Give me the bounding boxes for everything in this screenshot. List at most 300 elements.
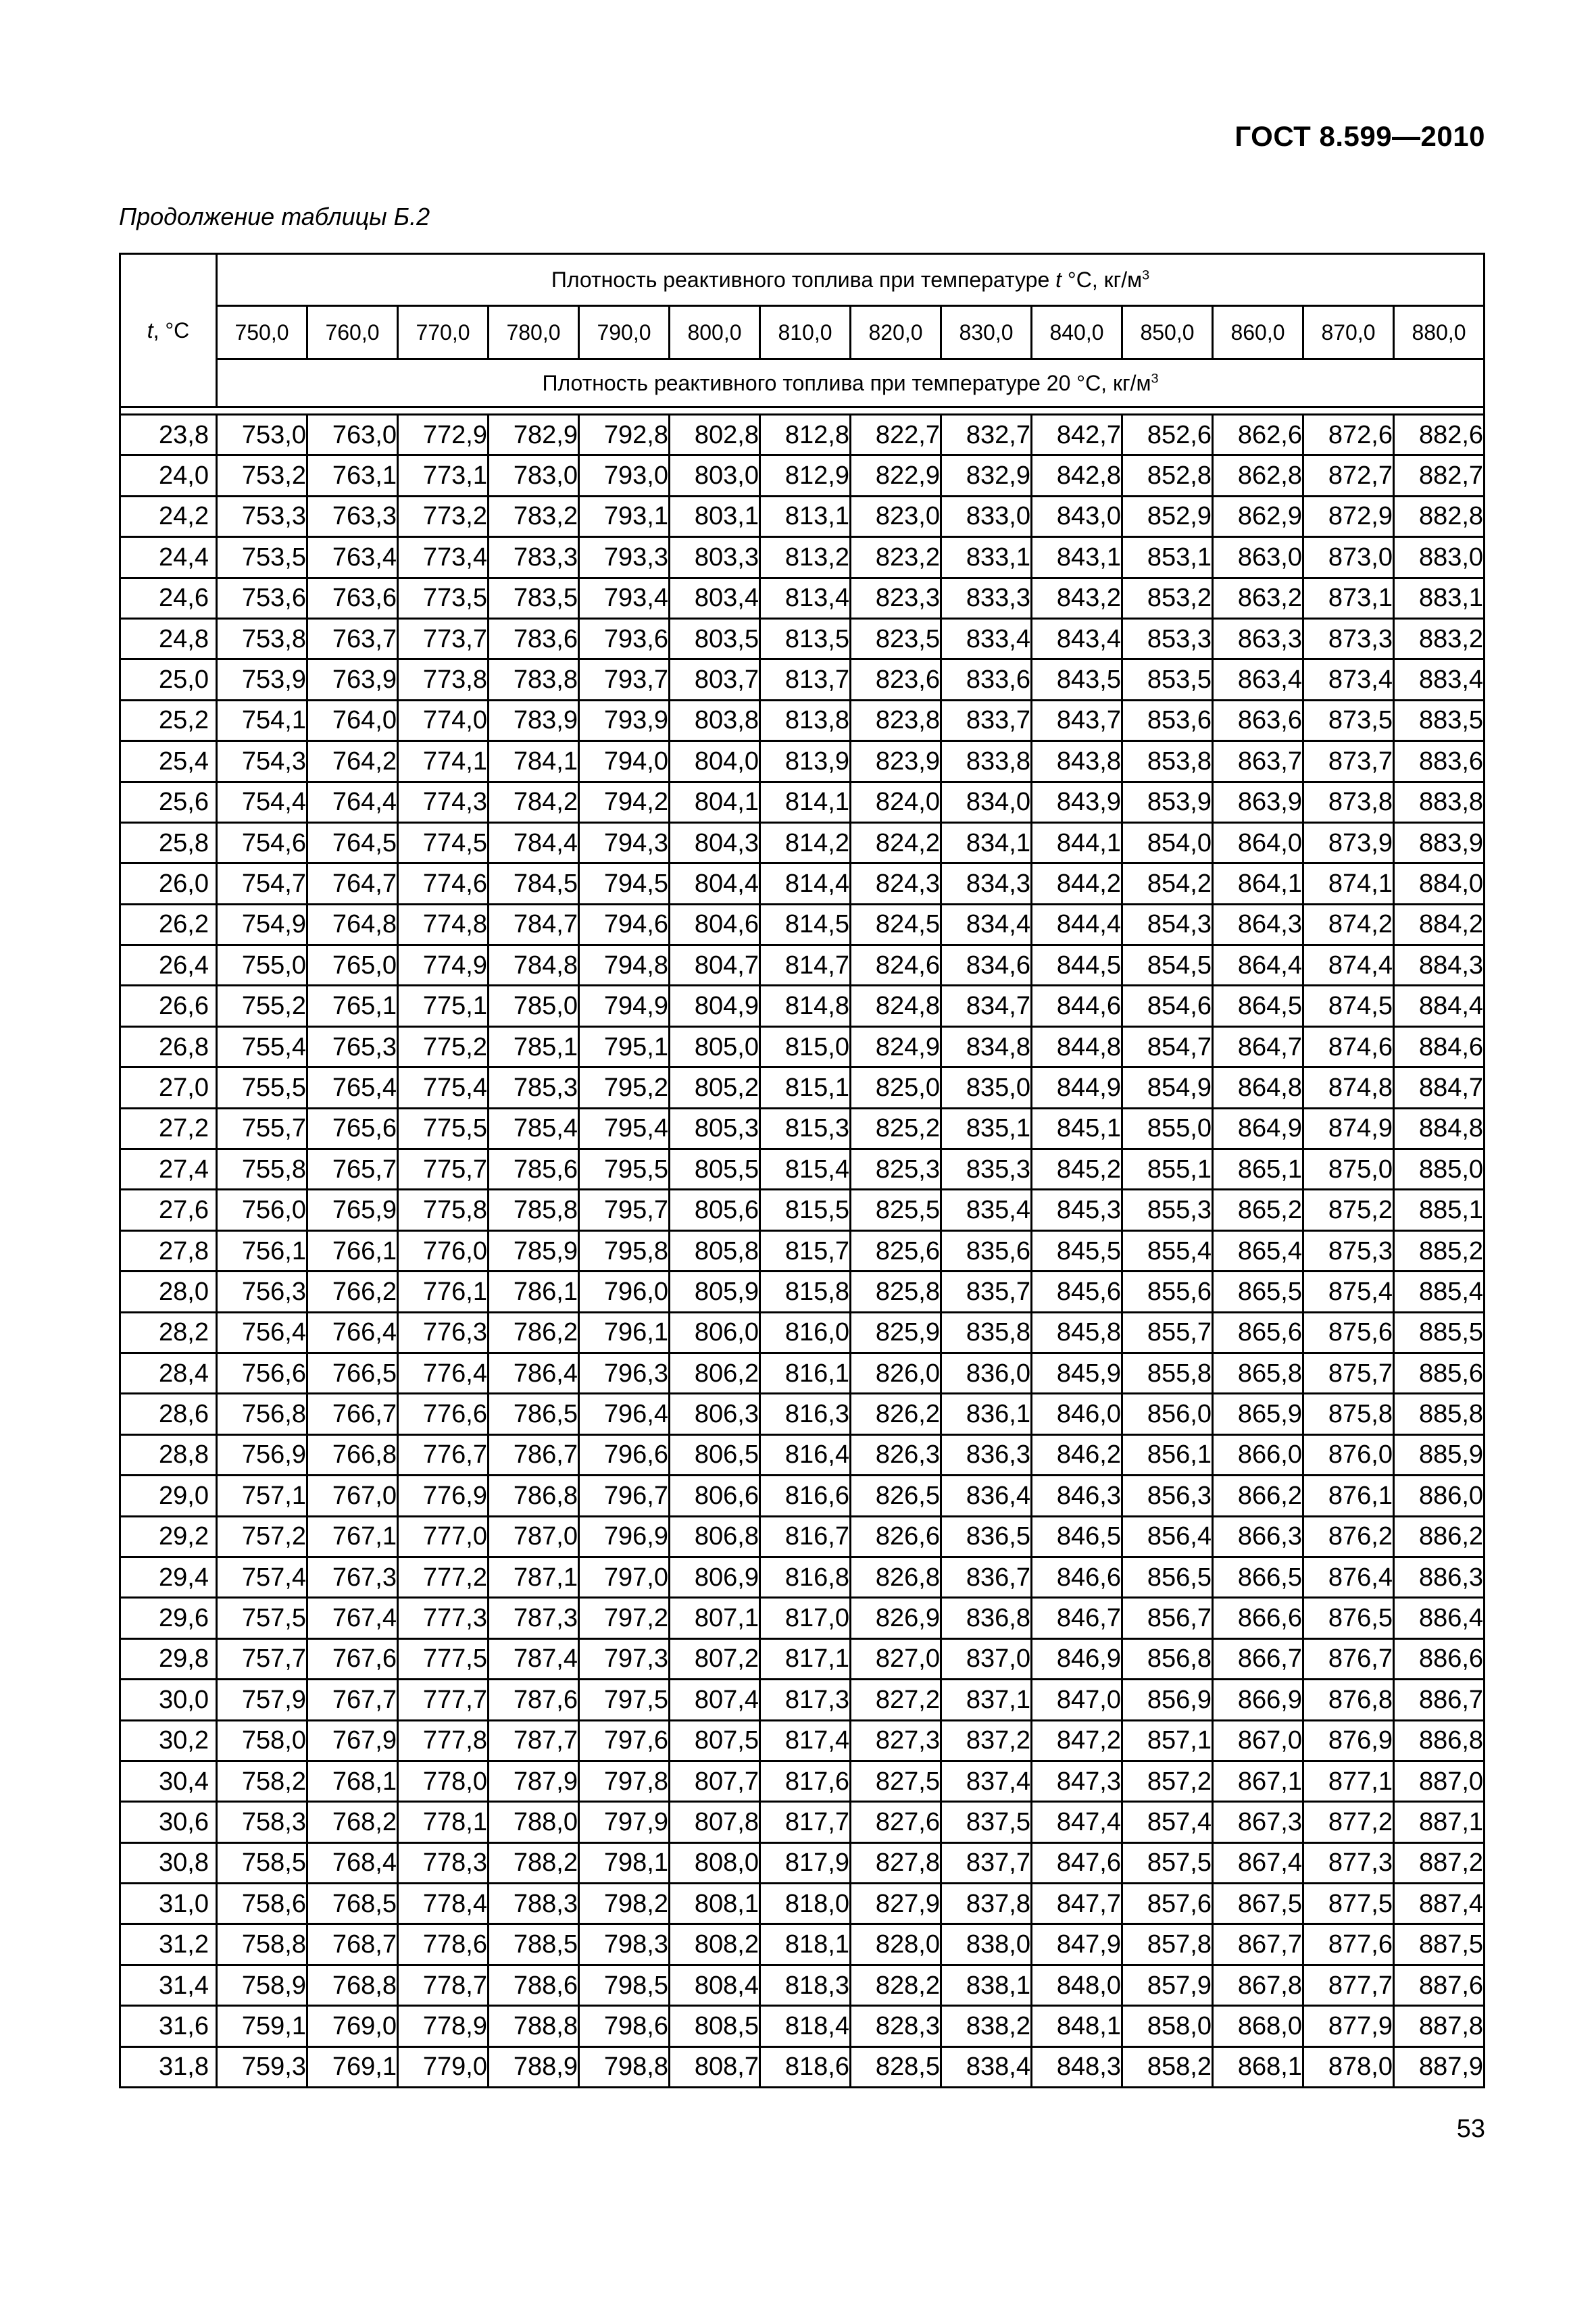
table-row — [120, 1965, 1485, 2005]
density-cell: 817,1 — [760, 1638, 851, 1679]
table-row — [120, 537, 1485, 578]
density-cell: 847,7 — [1032, 1884, 1122, 1924]
density-cell: 864,8 — [1213, 1067, 1303, 1108]
density-cell: 795,5 — [579, 1149, 670, 1190]
density-cell: 856,0 — [1122, 1394, 1213, 1434]
density-cell: 843,7 — [1032, 700, 1122, 740]
density-cell: 775,1 — [398, 986, 489, 1026]
density-cell: 825,2 — [851, 1108, 941, 1149]
temperature-cell: 24,0 — [120, 455, 217, 496]
density-cell: 763,0 — [307, 415, 398, 455]
density-cell: 814,2 — [760, 822, 851, 863]
table-row — [120, 1353, 1485, 1393]
density-cell: 845,3 — [1032, 1190, 1122, 1230]
density-column-header: 790,0 — [579, 306, 670, 359]
density-cell: 788,2 — [489, 1842, 579, 1883]
density-cell: 875,3 — [1303, 1230, 1394, 1271]
density-cell: 784,1 — [489, 741, 579, 782]
table-row — [120, 415, 1485, 455]
density-cell: 862,9 — [1213, 496, 1303, 536]
density-cell: 757,7 — [217, 1638, 307, 1679]
density-cell: 877,2 — [1303, 1802, 1394, 1842]
density-cell: 776,7 — [398, 1434, 489, 1475]
density-cell: 848,1 — [1032, 2006, 1122, 2046]
density-cell: 796,4 — [579, 1394, 670, 1434]
density-cell: 787,6 — [489, 1680, 579, 1720]
density-cell: 833,6 — [941, 659, 1032, 700]
density-cell: 794,6 — [579, 904, 670, 945]
density-cell: 765,4 — [307, 1067, 398, 1108]
density-cell: 854,3 — [1122, 904, 1213, 945]
density-cell: 763,1 — [307, 455, 398, 496]
density-cell: 807,5 — [670, 1720, 760, 1761]
density-cell: 856,8 — [1122, 1638, 1213, 1679]
density-cell: 773,8 — [398, 659, 489, 700]
density-cell: 884,3 — [1394, 945, 1485, 986]
density-cell: 843,0 — [1032, 496, 1122, 536]
density-cell: 816,3 — [760, 1394, 851, 1434]
density-cell: 806,8 — [670, 1516, 760, 1557]
density-cell: 812,8 — [760, 415, 851, 455]
density-cell: 757,5 — [217, 1598, 307, 1638]
density-cell: 756,4 — [217, 1312, 307, 1353]
density-cell: 767,4 — [307, 1598, 398, 1638]
density-cell: 768,5 — [307, 1884, 398, 1924]
density-column-header: 880,0 — [1394, 306, 1485, 359]
density-cell: 876,0 — [1303, 1434, 1394, 1475]
density-cell: 864,0 — [1213, 822, 1303, 863]
density-cell: 887,8 — [1394, 2006, 1485, 2046]
density-cell: 873,7 — [1303, 741, 1394, 782]
density-cell: 755,5 — [217, 1067, 307, 1108]
density-cell: 843,9 — [1032, 782, 1122, 822]
density-cell: 824,8 — [851, 986, 941, 1026]
density-cell: 867,4 — [1213, 1842, 1303, 1883]
density-cell: 874,2 — [1303, 904, 1394, 945]
density-cell: 785,9 — [489, 1230, 579, 1271]
table-row — [120, 1434, 1485, 1475]
density-cell: 826,3 — [851, 1434, 941, 1475]
table-row — [120, 904, 1485, 945]
density-cell: 827,6 — [851, 1802, 941, 1842]
density-cell: 797,9 — [579, 1802, 670, 1842]
temperature-cell: 29,4 — [120, 1557, 217, 1597]
density-column-header: 750,0 — [217, 306, 307, 359]
temperature-cell: 27,4 — [120, 1149, 217, 1190]
density-cell: 844,4 — [1032, 904, 1122, 945]
density-cell: 758,9 — [217, 1965, 307, 2005]
density-cell: 785,1 — [489, 1026, 579, 1067]
density-cell: 824,3 — [851, 863, 941, 904]
density-cell: 856,5 — [1122, 1557, 1213, 1597]
density-cell: 756,3 — [217, 1272, 307, 1312]
density-cell: 852,8 — [1122, 455, 1213, 496]
density-cell: 774,3 — [398, 782, 489, 822]
density-cell: 783,3 — [489, 537, 579, 578]
density-cell: 783,0 — [489, 455, 579, 496]
density-cell: 766,2 — [307, 1272, 398, 1312]
density-cell: 797,3 — [579, 1638, 670, 1679]
density-cell: 793,1 — [579, 496, 670, 536]
density-cell: 834,6 — [941, 945, 1032, 986]
density-cell: 755,2 — [217, 986, 307, 1026]
temperature-cell: 28,0 — [120, 1272, 217, 1312]
density-cell: 795,4 — [579, 1108, 670, 1149]
density-cell: 818,0 — [760, 1884, 851, 1924]
density-cell: 865,6 — [1213, 1312, 1303, 1353]
density-table — [119, 253, 1485, 2088]
temperature-cell: 28,6 — [120, 1394, 217, 1434]
density-cell: 805,0 — [670, 1026, 760, 1067]
density-cell: 873,3 — [1303, 618, 1394, 659]
density-cell: 756,0 — [217, 1190, 307, 1230]
density-cell: 884,8 — [1394, 1108, 1485, 1149]
density-cell: 778,3 — [398, 1842, 489, 1883]
density-cell: 874,9 — [1303, 1108, 1394, 1149]
density-cell: 785,3 — [489, 1067, 579, 1108]
density-cell: 778,9 — [398, 2006, 489, 2046]
density-cell: 847,4 — [1032, 1802, 1122, 1842]
density-cell: 823,3 — [851, 578, 941, 618]
density-cell: 784,7 — [489, 904, 579, 945]
temperature-cell: 26,8 — [120, 1026, 217, 1067]
density-cell: 874,4 — [1303, 945, 1394, 986]
density-cell: 816,7 — [760, 1516, 851, 1557]
density-cell: 863,4 — [1213, 659, 1303, 700]
density-cell: 874,6 — [1303, 1026, 1394, 1067]
density-cell: 817,6 — [760, 1761, 851, 1801]
density-cell: 773,2 — [398, 496, 489, 536]
density-cell: 827,5 — [851, 1761, 941, 1801]
density-cell: 818,3 — [760, 1965, 851, 2005]
density-cell: 815,7 — [760, 1230, 851, 1271]
density-cell: 882,6 — [1394, 415, 1485, 455]
temperature-cell: 25,2 — [120, 700, 217, 740]
density-cell: 753,6 — [217, 578, 307, 618]
density-cell: 857,2 — [1122, 1761, 1213, 1801]
density-cell: 814,1 — [760, 782, 851, 822]
temperature-cell: 30,6 — [120, 1802, 217, 1842]
density-cell: 824,2 — [851, 822, 941, 863]
density-cell: 867,0 — [1213, 1720, 1303, 1761]
density-cell: 803,7 — [670, 659, 760, 700]
density-cell: 786,8 — [489, 1476, 579, 1516]
density-cell: 798,8 — [579, 2046, 670, 2087]
density-cell: 812,9 — [760, 455, 851, 496]
density-cell: 766,5 — [307, 1353, 398, 1393]
density-cell: 835,3 — [941, 1149, 1032, 1190]
density-cell: 767,1 — [307, 1516, 398, 1557]
density-cell: 836,5 — [941, 1516, 1032, 1557]
density-cell: 823,5 — [851, 618, 941, 659]
density-cell: 778,0 — [398, 1761, 489, 1801]
density-cell: 854,9 — [1122, 1067, 1213, 1108]
density-cell: 795,2 — [579, 1067, 670, 1108]
temperature-cell: 25,4 — [120, 741, 217, 782]
density-cell: 758,5 — [217, 1842, 307, 1883]
density-cell: 823,9 — [851, 741, 941, 782]
density-cell: 786,2 — [489, 1312, 579, 1353]
table-row — [120, 1476, 1485, 1516]
density-cell: 887,4 — [1394, 1884, 1485, 1924]
table-row — [120, 863, 1485, 904]
density-cell: 826,9 — [851, 1598, 941, 1638]
density-cell: 835,7 — [941, 1272, 1032, 1312]
density-cell: 865,4 — [1213, 1230, 1303, 1271]
density-cell: 825,6 — [851, 1230, 941, 1271]
density-cell: 813,8 — [760, 700, 851, 740]
density-cell: 807,7 — [670, 1761, 760, 1801]
density-cell: 814,7 — [760, 945, 851, 986]
density-cell: 774,6 — [398, 863, 489, 904]
density-cell: 765,9 — [307, 1190, 398, 1230]
density-cell: 878,0 — [1303, 2046, 1394, 2087]
density-cell: 828,0 — [851, 1924, 941, 1965]
density-cell: 822,9 — [851, 455, 941, 496]
density-cell: 877,7 — [1303, 1965, 1394, 2005]
temperature-cell: 27,6 — [120, 1190, 217, 1230]
density-column-header: 820,0 — [851, 306, 941, 359]
density-cell: 778,4 — [398, 1884, 489, 1924]
density-cell: 764,4 — [307, 782, 398, 822]
density-cell: 883,0 — [1394, 537, 1485, 578]
density-cell: 824,5 — [851, 904, 941, 945]
density-cell: 875,0 — [1303, 1149, 1394, 1190]
density-cell: 884,6 — [1394, 1026, 1485, 1067]
density-cell: 865,9 — [1213, 1394, 1303, 1434]
density-cell: 778,6 — [398, 1924, 489, 1965]
density-cell: 816,6 — [760, 1476, 851, 1516]
density-cell: 884,0 — [1394, 863, 1485, 904]
density-cell: 804,1 — [670, 782, 760, 822]
density-cell: 754,6 — [217, 822, 307, 863]
density-cell: 817,7 — [760, 1802, 851, 1842]
density-cell: 883,5 — [1394, 700, 1485, 740]
density-cell: 865,1 — [1213, 1149, 1303, 1190]
density-cell: 803,0 — [670, 455, 760, 496]
density-cell: 755,4 — [217, 1026, 307, 1067]
density-cell: 774,5 — [398, 822, 489, 863]
density-cell: 873,8 — [1303, 782, 1394, 822]
density-cell: 874,5 — [1303, 986, 1394, 1026]
density-cell: 885,4 — [1394, 1272, 1485, 1312]
density-cell: 775,7 — [398, 1149, 489, 1190]
temperature-cell: 27,0 — [120, 1067, 217, 1108]
density-cell: 884,2 — [1394, 904, 1485, 945]
density-cell: 796,1 — [579, 1312, 670, 1353]
density-cell: 793,3 — [579, 537, 670, 578]
density-columns-row — [120, 306, 1485, 359]
density-cell: 877,6 — [1303, 1924, 1394, 1965]
density-cell: 857,5 — [1122, 1842, 1213, 1883]
table-row — [120, 618, 1485, 659]
density-cell: 843,1 — [1032, 537, 1122, 578]
temperature-cell: 28,4 — [120, 1353, 217, 1393]
density-cell: 827,3 — [851, 1720, 941, 1761]
density-cell: 813,5 — [760, 618, 851, 659]
density-cell: 753,8 — [217, 618, 307, 659]
density-cell: 783,9 — [489, 700, 579, 740]
density-cell: 855,3 — [1122, 1190, 1213, 1230]
density-cell: 838,0 — [941, 1924, 1032, 1965]
density-cell: 776,0 — [398, 1230, 489, 1271]
density-cell: 784,2 — [489, 782, 579, 822]
density-cell: 867,3 — [1213, 1802, 1303, 1842]
table-header — [120, 254, 1485, 407]
density-cell: 853,1 — [1122, 537, 1213, 578]
density-cell: 887,5 — [1394, 1924, 1485, 1965]
density-cell: 836,1 — [941, 1394, 1032, 1434]
density-cell: 806,6 — [670, 1476, 760, 1516]
table-row — [120, 1884, 1485, 1924]
density-cell: 754,7 — [217, 863, 307, 904]
density-cell: 806,9 — [670, 1557, 760, 1597]
temperature-cell: 30,8 — [120, 1842, 217, 1883]
header-density-at-20: Плотность реактивного топлива при температуре 20 °С, $кг/м^3$ — [217, 359, 1485, 407]
density-cell: 832,7 — [941, 415, 1032, 455]
density-cell: 834,7 — [941, 986, 1032, 1026]
density-cell: 825,3 — [851, 1149, 941, 1190]
density-cell: 834,4 — [941, 904, 1032, 945]
density-cell: 847,9 — [1032, 1924, 1122, 1965]
density-cell: 802,8 — [670, 415, 760, 455]
density-cell: 796,9 — [579, 1516, 670, 1557]
density-cell: 797,5 — [579, 1680, 670, 1720]
density-cell: 886,7 — [1394, 1680, 1485, 1720]
header-density-at-t: Плотность реактивного топлива при температуре t °С, $кг/м^3$ — [217, 254, 1485, 306]
density-cell: 764,0 — [307, 700, 398, 740]
density-cell: 866,9 — [1213, 1680, 1303, 1720]
density-cell: 755,8 — [217, 1149, 307, 1190]
density-cell: 758,8 — [217, 1924, 307, 1965]
density-cell: 846,0 — [1032, 1394, 1122, 1434]
temperature-cell: 27,2 — [120, 1108, 217, 1149]
density-cell: 856,3 — [1122, 1476, 1213, 1516]
density-cell: 806,3 — [670, 1394, 760, 1434]
density-cell: 818,1 — [760, 1924, 851, 1965]
density-cell: 784,8 — [489, 945, 579, 986]
density-cell: 884,4 — [1394, 986, 1485, 1026]
density-cell: 854,6 — [1122, 986, 1213, 1026]
density-cell: 806,5 — [670, 1434, 760, 1475]
density-cell: 765,1 — [307, 986, 398, 1026]
density-cell: 755,0 — [217, 945, 307, 986]
density-cell: 824,0 — [851, 782, 941, 822]
density-cell: 873,0 — [1303, 537, 1394, 578]
density-column-header: 850,0 — [1122, 306, 1213, 359]
density-cell: 808,1 — [670, 1884, 760, 1924]
density-cell: 768,1 — [307, 1761, 398, 1801]
table-row — [120, 1026, 1485, 1067]
density-cell: 862,6 — [1213, 415, 1303, 455]
density-cell: 783,6 — [489, 618, 579, 659]
density-cell: 759,3 — [217, 2046, 307, 2087]
table-row — [120, 2046, 1485, 2087]
density-cell: 784,4 — [489, 822, 579, 863]
density-cell: 864,4 — [1213, 945, 1303, 986]
density-cell: 772,9 — [398, 415, 489, 455]
density-cell: 814,5 — [760, 904, 851, 945]
density-cell: 755,7 — [217, 1108, 307, 1149]
density-cell: 845,1 — [1032, 1108, 1122, 1149]
table-row — [120, 986, 1485, 1026]
density-cell: 775,4 — [398, 1067, 489, 1108]
temperature-column-header: t, °С — [120, 254, 217, 407]
density-cell: 767,0 — [307, 1476, 398, 1516]
temperature-cell: 30,2 — [120, 1720, 217, 1761]
density-cell: 853,8 — [1122, 741, 1213, 782]
table-row — [120, 1190, 1485, 1230]
density-cell: 792,8 — [579, 415, 670, 455]
table-row — [120, 1272, 1485, 1312]
density-cell: 887,6 — [1394, 1965, 1485, 2005]
density-cell: 788,5 — [489, 1924, 579, 1965]
table-row — [120, 1638, 1485, 1679]
density-cell: 774,8 — [398, 904, 489, 945]
density-cell: 814,8 — [760, 986, 851, 1026]
density-cell: 805,8 — [670, 1230, 760, 1271]
density-cell: 798,3 — [579, 1924, 670, 1965]
density-cell: 886,0 — [1394, 1476, 1485, 1516]
density-cell: 766,7 — [307, 1394, 398, 1434]
density-cell: 876,9 — [1303, 1720, 1394, 1761]
density-cell: 846,2 — [1032, 1434, 1122, 1475]
density-cell: 756,8 — [217, 1394, 307, 1434]
density-cell: 846,7 — [1032, 1598, 1122, 1638]
density-cell: 775,2 — [398, 1026, 489, 1067]
page-number: 53 — [1456, 2115, 1485, 2143]
density-cell: 887,0 — [1394, 1761, 1485, 1801]
table-row — [120, 1108, 1485, 1149]
density-cell: 797,8 — [579, 1761, 670, 1801]
density-cell: 773,4 — [398, 537, 489, 578]
density-cell: 793,6 — [579, 618, 670, 659]
density-cell: 837,4 — [941, 1761, 1032, 1801]
density-cell: 873,5 — [1303, 700, 1394, 740]
density-cell: 786,4 — [489, 1353, 579, 1393]
density-cell: 843,8 — [1032, 741, 1122, 782]
density-cell: 835,0 — [941, 1067, 1032, 1108]
density-cell: 808,5 — [670, 2006, 760, 2046]
density-cell: 774,0 — [398, 700, 489, 740]
density-cell: 818,6 — [760, 2046, 851, 2087]
density-cell: 805,5 — [670, 1149, 760, 1190]
density-cell: 876,1 — [1303, 1476, 1394, 1516]
density-cell: 773,1 — [398, 455, 489, 496]
density-cell: 856,9 — [1122, 1680, 1213, 1720]
temperature-cell: 27,8 — [120, 1230, 217, 1271]
density-cell: 883,4 — [1394, 659, 1485, 700]
density-cell: 867,7 — [1213, 1924, 1303, 1965]
table-row — [120, 2006, 1485, 2046]
density-cell: 787,0 — [489, 1516, 579, 1557]
temperature-cell: 29,8 — [120, 1638, 217, 1679]
density-cell: 855,6 — [1122, 1272, 1213, 1312]
table-row — [120, 659, 1485, 700]
density-cell: 776,3 — [398, 1312, 489, 1353]
density-cell: 857,8 — [1122, 1924, 1213, 1965]
density-cell: 872,6 — [1303, 415, 1394, 455]
density-cell: 826,8 — [851, 1557, 941, 1597]
density-cell: 855,1 — [1122, 1149, 1213, 1190]
density-cell: 768,7 — [307, 1924, 398, 1965]
density-cell: 793,7 — [579, 659, 670, 700]
density-cell: 833,1 — [941, 537, 1032, 578]
density-cell: 787,4 — [489, 1638, 579, 1679]
density-cell: 807,1 — [670, 1598, 760, 1638]
density-cell: 867,5 — [1213, 1884, 1303, 1924]
density-cell: 776,4 — [398, 1353, 489, 1393]
